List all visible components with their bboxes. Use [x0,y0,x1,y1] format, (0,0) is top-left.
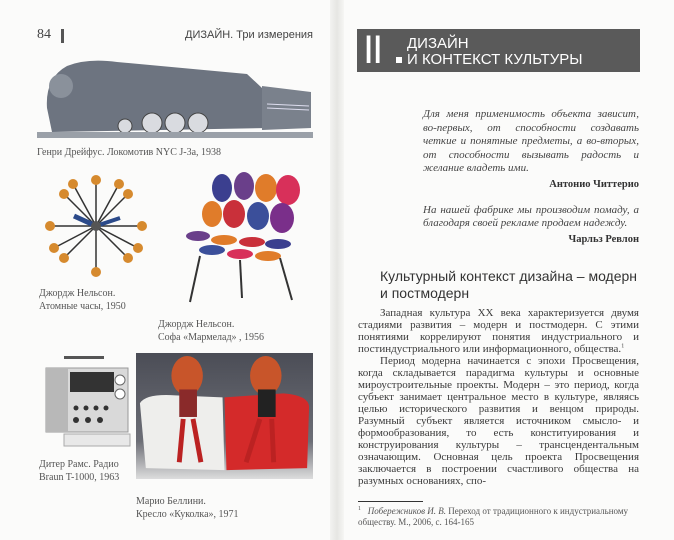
footnote [358,506,639,528]
running-head: ДИЗАЙН. Три измерения [185,29,313,41]
figure-caption: Генри Дрейфус. Локомотив NYC J-3a, 1938 [37,147,222,158]
footnote-text: Переход от традиционного к индустриальному обществу. М., 2006, с. 164-165 [358,506,629,527]
figure-caption [39,458,133,484]
kukolka-armchairs-photo [136,353,313,479]
caption-line: Дитер Рамс. Радио [39,459,119,470]
epigraphs [423,108,639,247]
caption-line: Софа «Мармелад» , 1956 [158,332,265,343]
footnote-author: Побережников И. В. [367,506,447,516]
chapter-title-band [357,29,640,72]
figure-caption [136,495,239,521]
figure-caption [39,287,126,313]
epigraph-text: На нашей фабрике мы производим помаду, а благодаря своей рекламе продаем надежду. [423,203,639,229]
chapter-number: II [363,28,382,72]
body-text [358,307,639,487]
paragraph-text: Западная культура XX века характеризуется двумя стадиями развития – модерн и постмодерн. С этими понятиями коррелируют понятия индустриального и постиндустриального или информационного, общества. [358,307,639,355]
epigraph [423,204,639,247]
text-column [358,307,639,528]
paragraph: Период модерна начинается с эпохи Просвещения, когда складывается парадигма культуры и основные мироустроительные проекты. Модерн – это период, когда субъект занимает центральное место в культуре, являясь целью исторического развития и венцом природы. Разумный субъект является источником смысло- и формообразования, то есть конституирования и конструирования культуры – трансцендентальным означающим. Основная цель проекта Просвещения заключается в построении счастливого общества на разумных основаниях, спо- [358,355,639,487]
paragraph [358,307,639,355]
page-number-bar [61,29,64,43]
epigraph-author: Чарльз Ревлон [568,233,639,245]
chapter-title-line: ДИЗАЙН [407,35,469,52]
footnote-reference[interactable]: 1 [621,343,625,350]
chapter-title-line: И КОНТЕКСТ КУЛЬТУРЫ [407,51,583,68]
footnote-number: 1 [358,506,361,512]
epigraph [423,108,639,192]
book-spine [330,0,344,540]
figure-caption [158,318,264,344]
caption-line: Braun T-1000, 1963 [39,472,120,483]
marshmallow-sofa-photo [160,168,308,308]
caption-line: Джордж Нельсон. [39,288,116,299]
section-heading: Культурный контекст дизайна – модерн и постмодерн [380,268,638,301]
footnote-divider [358,501,423,502]
braun-radio-photo [44,356,132,448]
epigraph-author: Антонио Читтерио [549,178,639,190]
chapter-number-dot [396,57,402,63]
caption-line: Джордж Нельсон. [158,319,235,330]
epigraph-text: Для меня применимость объекта зависит, во-первых, от способности создавать четкие и понятные предметы, а во-вторых, от способности вызывать радость и желание владеть ими. [423,108,639,174]
caption-line: Марио Беллини. [136,496,206,507]
caption-line: Кресло «Куколка», 1971 [136,509,239,520]
locomotive-photo [37,48,313,140]
page-number: 84 [37,27,51,42]
caption-line: Атомные часы, 1950 [39,301,126,312]
atomic-clock-photo [40,172,152,280]
